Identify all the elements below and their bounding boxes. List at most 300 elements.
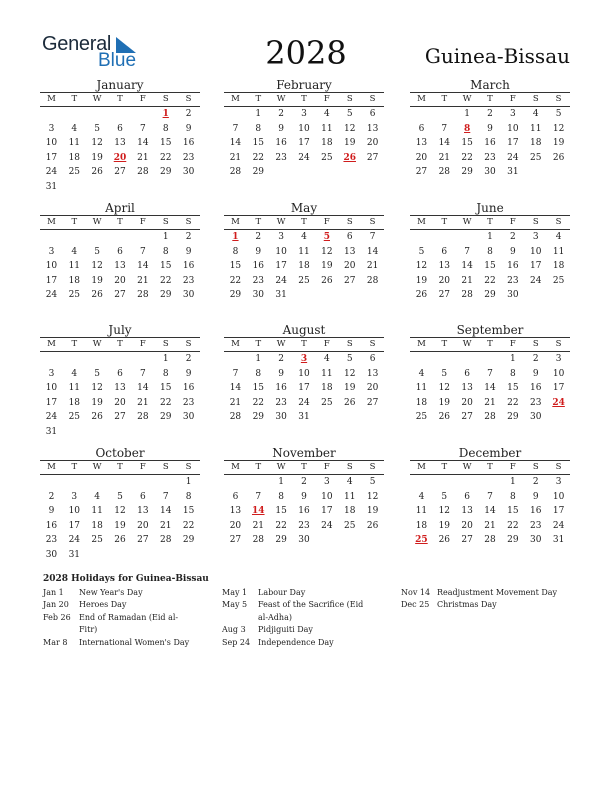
holiday-item	[222, 587, 373, 599]
day-cell: 14	[484, 506, 496, 516]
day-cell: 21	[438, 152, 451, 163]
weekday-label: S	[532, 217, 539, 227]
month-july	[40, 323, 200, 439]
weekday-label: T	[71, 339, 78, 349]
day-cell: 10	[275, 246, 287, 257]
day-cell: 9	[48, 506, 55, 516]
day-cell: 19	[438, 397, 451, 408]
empty-cell	[361, 410, 384, 425]
day-cell: 11	[68, 261, 81, 271]
day-cell: 12	[91, 138, 103, 148]
empty-cell	[109, 180, 132, 195]
weekday-label: W	[92, 462, 102, 472]
day-cell: 16	[45, 520, 58, 531]
empty-cell	[109, 107, 132, 122]
day-cell: 18	[415, 397, 428, 408]
day-cell: 16	[298, 506, 310, 516]
day-cell: 12	[321, 246, 333, 257]
holiday-date: Sep 24	[222, 637, 251, 647]
day-cell: 9	[185, 123, 192, 134]
day-cell: 12	[91, 261, 103, 271]
empty-cell	[433, 475, 456, 490]
day-cell: 29	[275, 535, 287, 545]
day-cell: 12	[366, 491, 379, 502]
weekday-label: F	[323, 462, 330, 472]
empty-cell	[410, 230, 433, 245]
week-row	[410, 519, 570, 534]
day-cell: 2	[48, 491, 55, 502]
empty-cell	[224, 352, 247, 367]
day-cell: 21	[366, 261, 379, 271]
day-cell: 15	[160, 138, 172, 148]
day-cell: 23	[507, 275, 519, 286]
day-cell: 14	[438, 138, 451, 148]
weekday-header	[40, 460, 200, 475]
day-cell: 24	[45, 412, 58, 422]
day-cell: 12	[344, 123, 356, 134]
day-cell: 25	[68, 290, 81, 300]
day-cell: 24	[552, 520, 565, 531]
weekday-label: W	[276, 339, 286, 349]
weekday-label: T	[301, 339, 307, 349]
empty-cell	[224, 475, 247, 490]
month-august	[224, 323, 384, 425]
week-row	[224, 122, 384, 137]
day-cell: 11	[68, 138, 81, 148]
day-cell: 7	[232, 368, 239, 379]
day-cell: 11	[321, 123, 333, 134]
day-cell: 10	[45, 138, 58, 148]
weekday-header	[410, 337, 570, 352]
empty-cell	[40, 107, 63, 122]
month-june	[410, 201, 570, 303]
day-cell: 7	[255, 491, 262, 502]
empty-cell	[270, 165, 293, 180]
empty-cell	[410, 475, 433, 490]
day-cell: 12	[91, 383, 103, 393]
week-row	[40, 274, 200, 289]
weekday-label: S	[185, 462, 192, 472]
holiday-item	[43, 587, 194, 599]
day-cell: 4	[301, 232, 307, 242]
day-cell: 23	[252, 275, 265, 286]
week-row	[40, 107, 200, 122]
day-cell: 5	[346, 354, 353, 364]
holiday-name: Labour Day	[258, 588, 306, 597]
day-cell: 26	[552, 152, 565, 163]
day-cell: 3	[71, 491, 78, 502]
weekday-label: S	[555, 339, 562, 349]
weekday-label: S	[185, 94, 192, 104]
month-march	[410, 78, 570, 180]
day-cell: 2	[185, 354, 192, 364]
day-cell: 15	[507, 506, 519, 516]
day-cell: 7	[140, 368, 146, 379]
day-cell: 21	[229, 397, 242, 408]
weekday-label: T	[441, 94, 448, 104]
day-cell: 15	[507, 383, 519, 393]
day-cell: 11	[552, 246, 565, 257]
day-cell: 14	[137, 138, 149, 148]
month-title: June	[476, 201, 504, 215]
weekday-header	[410, 92, 570, 107]
day-cell: 16	[182, 138, 195, 148]
week-row	[40, 504, 200, 519]
week-row	[40, 519, 200, 534]
day-cell: 29	[182, 535, 195, 545]
day-cell: 16	[275, 138, 287, 148]
month-april	[40, 201, 200, 303]
holiday-name: New Year's Day	[79, 588, 143, 597]
day-cell: 27	[229, 535, 242, 545]
empty-cell	[293, 288, 316, 303]
day-cell: 15	[252, 383, 265, 393]
empty-cell	[109, 230, 132, 245]
week-row	[40, 410, 200, 425]
day-cell: 15	[484, 261, 496, 271]
holiday-day-cell: 26	[343, 152, 356, 163]
day-cell: 9	[278, 123, 285, 134]
day-cell: 28	[137, 290, 149, 300]
holiday-day-cell: 8	[464, 123, 471, 134]
week-row	[410, 136, 570, 151]
day-cell: 10	[530, 246, 542, 257]
week-row	[40, 548, 200, 563]
day-cell: 10	[298, 368, 310, 379]
day-cell: 29	[160, 167, 172, 177]
day-cell: 26	[321, 275, 333, 286]
weekday-label: T	[255, 217, 262, 227]
weekday-label: F	[509, 462, 516, 472]
empty-cell	[63, 107, 86, 122]
weekday-label: S	[555, 94, 562, 104]
day-cell: 10	[321, 491, 333, 502]
empty-cell	[315, 288, 338, 303]
day-cell: 30	[182, 167, 195, 177]
day-cell: 29	[229, 290, 242, 300]
day-cell: 5	[346, 109, 353, 119]
empty-cell	[524, 165, 547, 180]
day-cell: 4	[71, 368, 78, 379]
day-cell: 19	[344, 383, 356, 393]
day-cell: 3	[555, 477, 562, 487]
day-cell: 25	[321, 152, 333, 163]
day-cell: 4	[324, 109, 330, 119]
day-cell: 19	[552, 138, 565, 148]
day-cell: 8	[185, 491, 192, 502]
week-row	[410, 533, 570, 548]
day-cell: 22	[229, 275, 242, 286]
week-row	[224, 381, 384, 396]
weekday-label: T	[255, 339, 262, 349]
weekday-label: M	[47, 339, 56, 349]
day-cell: 1	[255, 109, 262, 119]
empty-cell	[131, 352, 154, 367]
day-cell: 11	[415, 383, 428, 393]
month-february	[224, 78, 384, 180]
holiday-date: Dec 25	[401, 600, 430, 610]
day-cell: 28	[160, 535, 172, 545]
day-cell: 13	[344, 246, 356, 257]
day-cell: 18	[321, 138, 333, 148]
empty-cell	[547, 165, 570, 180]
day-cell: 27	[114, 412, 126, 422]
empty-cell	[479, 352, 502, 367]
day-cell: 30	[182, 412, 195, 422]
day-cell: 24	[507, 152, 519, 163]
week-row	[40, 490, 200, 505]
day-cell: 28	[484, 412, 496, 422]
empty-cell	[131, 180, 154, 195]
day-cell: 23	[182, 152, 195, 163]
weekday-label: T	[441, 462, 448, 472]
day-cell: 9	[532, 368, 539, 379]
day-cell: 2	[510, 232, 516, 242]
week-row	[224, 151, 384, 166]
day-cell: 1	[487, 232, 493, 242]
holiday-item	[401, 587, 577, 599]
week-row	[410, 151, 570, 166]
day-cell: 13	[114, 138, 126, 148]
day-cell: 8	[278, 491, 285, 502]
week-row	[410, 352, 570, 367]
month-title: September	[456, 323, 524, 337]
day-cell: 18	[344, 506, 356, 516]
day-cell: 26	[344, 397, 356, 408]
empty-cell	[63, 352, 86, 367]
day-cell: 28	[229, 167, 242, 177]
month-title: October	[95, 446, 145, 460]
day-cell: 14	[229, 138, 242, 148]
weekday-label: S	[369, 339, 376, 349]
empty-cell	[361, 165, 384, 180]
day-cell: 11	[344, 491, 356, 502]
day-cell: 3	[555, 354, 562, 364]
day-cell: 18	[321, 383, 333, 393]
month-october	[40, 446, 200, 562]
weekday-label: T	[301, 462, 307, 472]
day-cell: 31	[68, 549, 81, 560]
day-cell: 6	[140, 491, 146, 502]
day-cell: 1	[162, 354, 169, 364]
day-cell: 25	[321, 397, 333, 408]
day-cell: 10	[45, 261, 58, 271]
weekday-label: M	[47, 217, 56, 227]
day-cell: 23	[484, 152, 496, 163]
week-row	[40, 381, 200, 396]
day-cell: 11	[91, 506, 103, 516]
day-cell: 4	[418, 491, 425, 502]
day-cell: 5	[441, 368, 448, 379]
day-cell: 28	[438, 167, 451, 177]
day-cell: 8	[255, 368, 262, 379]
day-cell: 22	[252, 397, 265, 408]
day-cell: 30	[507, 290, 519, 300]
day-cell: 8	[232, 246, 239, 257]
day-cell: 25	[298, 275, 310, 286]
empty-cell	[154, 180, 177, 195]
day-cell: 16	[182, 261, 195, 271]
day-cell: 1	[162, 232, 169, 242]
day-cell: 10	[68, 506, 81, 516]
day-cell: 3	[532, 232, 539, 242]
day-cell: 9	[185, 368, 192, 379]
empty-cell	[86, 475, 109, 490]
day-cell: 15	[229, 261, 242, 271]
month-title: March	[470, 78, 510, 92]
day-cell: 7	[140, 123, 146, 134]
day-cell: 8	[487, 246, 493, 257]
day-cell: 7	[140, 246, 146, 257]
empty-cell	[338, 410, 361, 425]
day-cell: 17	[45, 397, 58, 408]
day-cell: 14	[229, 383, 242, 393]
day-cell: 17	[298, 138, 310, 148]
holiday-column	[401, 587, 577, 612]
day-cell: 10	[507, 123, 519, 134]
day-cell: 28	[229, 412, 242, 422]
day-cell: 13	[461, 506, 473, 516]
day-cell: 2	[532, 354, 539, 364]
day-cell: 22	[160, 275, 172, 286]
empty-cell	[315, 533, 338, 548]
weekday-label: S	[162, 217, 169, 227]
empty-cell	[177, 425, 200, 440]
day-cell: 15	[252, 138, 265, 148]
day-cell: 2	[278, 354, 285, 364]
day-cell: 10	[298, 123, 310, 134]
day-cell: 5	[555, 109, 562, 119]
day-cell: 22	[484, 275, 496, 286]
holiday-date: Nov 14	[401, 588, 431, 597]
weekday-header	[40, 92, 200, 107]
day-cell: 22	[461, 152, 473, 163]
weekday-header	[224, 337, 384, 352]
month-september	[410, 323, 570, 425]
day-cell: 28	[366, 275, 379, 286]
day-cell: 2	[185, 232, 192, 242]
day-cell: 12	[415, 261, 428, 271]
holiday-name: Feast of the Sacrifice (Eid al-Adha)	[258, 600, 364, 622]
day-cell: 30	[275, 412, 287, 422]
month-january	[40, 78, 200, 194]
day-cell: 25	[530, 152, 542, 163]
day-cell: 1	[510, 477, 516, 487]
weekday-label: T	[301, 217, 307, 227]
week-row	[410, 475, 570, 490]
day-cell: 22	[275, 520, 287, 531]
day-cell: 25	[91, 535, 103, 545]
day-cell: 4	[94, 491, 101, 502]
day-cell: 28	[252, 535, 265, 545]
day-cell: 13	[366, 123, 379, 134]
day-cell: 13	[229, 506, 242, 516]
day-cell: 14	[484, 383, 496, 393]
day-cell: 20	[415, 152, 428, 163]
day-cell: 29	[461, 167, 473, 177]
month-title: December	[458, 446, 522, 460]
day-cell: 27	[366, 397, 379, 408]
day-cell: 19	[91, 152, 103, 163]
empty-cell	[131, 107, 154, 122]
day-cell: 16	[252, 261, 265, 271]
empty-cell	[131, 425, 154, 440]
holiday-name: Christmas Day	[437, 600, 497, 610]
day-cell: 6	[369, 109, 376, 119]
day-cell: 20	[366, 138, 379, 148]
weekday-header	[410, 460, 570, 475]
day-cell: 1	[278, 477, 285, 487]
day-cell: 25	[552, 275, 565, 286]
day-cell: 16	[484, 138, 496, 148]
day-cell: 14	[160, 506, 172, 516]
empty-cell	[86, 352, 109, 367]
day-cell: 6	[232, 491, 239, 502]
weekday-header	[40, 337, 200, 352]
week-row	[224, 274, 384, 289]
day-cell: 2	[487, 109, 493, 119]
empty-cell	[479, 475, 502, 490]
weekday-label: S	[532, 94, 539, 104]
empty-cell	[247, 475, 270, 490]
day-cell: 29	[252, 167, 265, 177]
day-cell: 18	[91, 520, 103, 531]
week-row	[224, 396, 384, 411]
day-cell: 8	[510, 491, 516, 502]
holiday-item	[43, 612, 194, 637]
day-cell: 7	[464, 246, 471, 257]
holiday-day-cell: 1	[162, 109, 169, 119]
day-cell: 7	[441, 123, 448, 134]
weekday-label: W	[92, 94, 102, 104]
empty-cell	[131, 230, 154, 245]
day-cell: 10	[552, 491, 565, 502]
empty-cell	[86, 548, 109, 563]
day-cell: 24	[45, 167, 58, 177]
day-cell: 19	[415, 275, 428, 286]
weekday-label: W	[462, 339, 472, 349]
weekday-label: S	[346, 339, 353, 349]
holiday-name: End of Ramadan (Eid al-Fitr)	[79, 612, 179, 635]
day-cell: 28	[484, 535, 496, 545]
day-cell: 30	[182, 290, 195, 300]
day-cell: 20	[366, 383, 379, 393]
holiday-day-cell: 25	[415, 535, 428, 545]
country-name: Guinea-Bissau	[424, 44, 570, 68]
weekday-label: T	[71, 94, 78, 104]
day-cell: 23	[275, 397, 287, 408]
empty-cell	[547, 410, 570, 425]
day-cell: 24	[321, 520, 333, 531]
day-cell: 15	[275, 506, 287, 516]
empty-cell	[63, 180, 86, 195]
day-cell: 23	[182, 275, 195, 286]
day-cell: 6	[441, 246, 448, 257]
holiday-name: Heroes Day	[79, 600, 127, 610]
week-row	[40, 533, 200, 548]
weekday-label: F	[323, 94, 330, 104]
day-cell: 27	[366, 152, 379, 163]
day-cell: 20	[229, 520, 242, 531]
day-cell: 16	[275, 383, 287, 393]
day-cell: 3	[48, 123, 55, 134]
week-row	[224, 352, 384, 367]
day-cell: 20	[344, 261, 356, 271]
week-row	[40, 367, 200, 382]
day-cell: 12	[438, 506, 451, 516]
day-cell: 30	[298, 535, 310, 545]
week-row	[40, 122, 200, 137]
